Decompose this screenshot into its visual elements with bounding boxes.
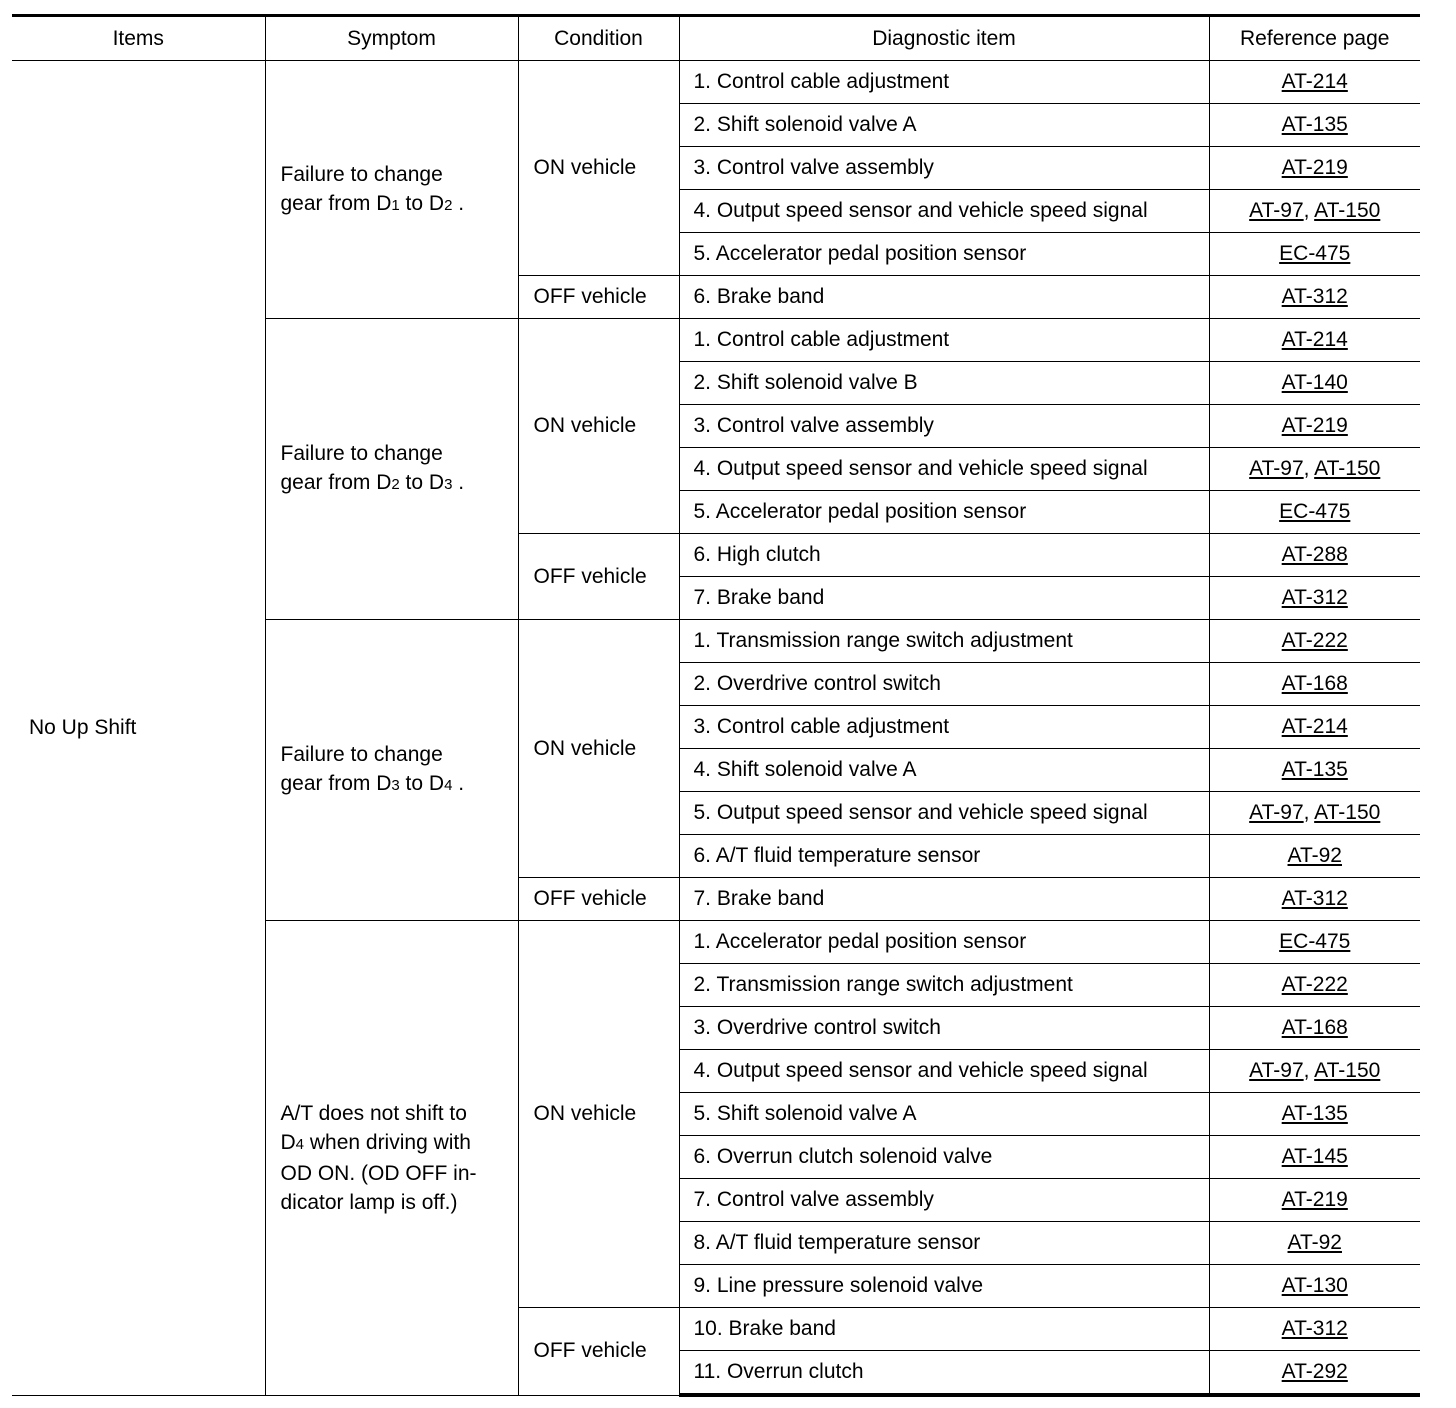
diagnostic-item-cell: 6. A/T fluid temperature sensor bbox=[679, 835, 1209, 878]
reference-page-cell bbox=[1209, 706, 1420, 749]
header-reference-page: Reference page bbox=[1209, 16, 1420, 61]
reference-link[interactable]: AT-214 bbox=[1281, 328, 1348, 351]
reference-page-cell bbox=[1209, 362, 1420, 405]
symptom-text bbox=[281, 1099, 506, 1217]
symptom-text bbox=[281, 740, 506, 800]
symptom-text-part: 3 bbox=[391, 777, 400, 794]
reference-page-cell bbox=[1209, 878, 1420, 921]
reference-link[interactable]: AT-312 bbox=[1281, 586, 1348, 609]
diagnostic-item-cell: 4. Output speed sensor and vehicle speed signal bbox=[679, 1050, 1209, 1093]
diagnostic-item-cell: 6. Brake band bbox=[679, 276, 1209, 319]
reference-link[interactable]: AT-135 bbox=[1281, 1102, 1348, 1125]
reference-link[interactable]: AT-97 bbox=[1249, 199, 1304, 222]
diagnostic-item-cell: 10. Brake band bbox=[679, 1308, 1209, 1351]
reference-page-cell bbox=[1209, 964, 1420, 1007]
symptom-text-part: when driving with OD ON. (OD OFF in-dicator lamp is off.) bbox=[280, 1130, 477, 1214]
reference-link[interactable]: AT-168 bbox=[1281, 672, 1348, 695]
reference-link[interactable]: AT-150 bbox=[1314, 199, 1381, 222]
header-items: Items bbox=[12, 16, 265, 61]
reference-link[interactable]: AT-219 bbox=[1281, 1188, 1348, 1211]
reference-link[interactable]: AT-312 bbox=[1281, 1317, 1348, 1340]
diagnostic-item-cell: 5. Shift solenoid valve A bbox=[679, 1093, 1209, 1136]
condition-cell: OFF vehicle bbox=[518, 878, 679, 921]
reference-page-cell bbox=[1209, 1136, 1420, 1179]
header-diagnostic-item: Diagnostic item bbox=[679, 16, 1209, 61]
header-condition: Condition bbox=[518, 16, 679, 61]
reference-link[interactable]: AT-150 bbox=[1314, 457, 1381, 480]
reference-page-cell bbox=[1209, 620, 1420, 663]
condition-cell: OFF vehicle bbox=[518, 1308, 679, 1396]
reference-link[interactable]: AT-97 bbox=[1249, 1059, 1304, 1082]
header-symptom: Symptom bbox=[265, 16, 518, 61]
symptom-cell bbox=[265, 319, 518, 620]
reference-link[interactable]: AT-150 bbox=[1314, 1059, 1381, 1082]
reference-page-cell bbox=[1209, 792, 1420, 835]
diagnostic-item-cell: 8. A/T fluid temperature sensor bbox=[679, 1222, 1209, 1265]
symptom-text-part: gear from D bbox=[280, 471, 392, 494]
reference-separator: , bbox=[1303, 199, 1315, 222]
symptom-text-part: . bbox=[452, 191, 465, 215]
reference-link[interactable]: AT-97 bbox=[1249, 457, 1304, 480]
diagnostic-item-cell: 1. Transmission range switch adjustment bbox=[679, 620, 1209, 663]
reference-link[interactable]: EC-475 bbox=[1279, 500, 1351, 523]
symptom-text-part: 4 bbox=[295, 1135, 305, 1153]
diagnostic-item-cell: 2. Transmission range switch adjustment bbox=[679, 964, 1209, 1007]
item-cell: No Up Shift bbox=[12, 61, 265, 1396]
diagnostic-item-cell: 5. Accelerator pedal position sensor bbox=[679, 233, 1209, 276]
reference-link[interactable]: AT-168 bbox=[1281, 1016, 1348, 1039]
reference-link[interactable]: AT-214 bbox=[1281, 715, 1348, 738]
reference-page-cell bbox=[1209, 1093, 1420, 1136]
reference-link[interactable]: AT-222 bbox=[1281, 629, 1348, 652]
reference-link[interactable]: AT-130 bbox=[1281, 1274, 1348, 1297]
reference-page-cell bbox=[1209, 405, 1420, 448]
diagnostic-item-cell: 3. Control valve assembly bbox=[679, 147, 1209, 190]
diagnostic-item-cell: 6. Overrun clutch solenoid valve bbox=[679, 1136, 1209, 1179]
symptom-text-part: 1 bbox=[391, 196, 400, 214]
reference-page-cell bbox=[1209, 319, 1420, 362]
symptom-text bbox=[281, 160, 506, 220]
condition-cell: ON vehicle bbox=[518, 61, 679, 276]
symptom-text-part: A/T does not shift to bbox=[280, 1101, 467, 1125]
diagnostic-item-cell: 5. Output speed sensor and vehicle speed signal bbox=[679, 792, 1209, 835]
diagnosis-table bbox=[12, 14, 1420, 1397]
symptom-text-part: to D bbox=[399, 191, 445, 215]
reference-link[interactable]: EC-475 bbox=[1279, 930, 1351, 953]
symptom-text-part: . bbox=[452, 471, 465, 494]
reference-link[interactable]: AT-135 bbox=[1281, 758, 1348, 781]
reference-link[interactable]: AT-92 bbox=[1287, 1231, 1342, 1254]
header-row bbox=[12, 16, 1420, 61]
reference-page-cell bbox=[1209, 921, 1420, 964]
reference-separator: , bbox=[1303, 1059, 1315, 1082]
diagnostic-item-cell: 2. Overdrive control switch bbox=[679, 663, 1209, 706]
symptom-text-part: Failure to change bbox=[280, 442, 443, 465]
reference-page-cell bbox=[1209, 448, 1420, 491]
reference-page-cell bbox=[1209, 276, 1420, 319]
reference-link[interactable]: AT-135 bbox=[1281, 113, 1348, 136]
reference-link[interactable]: AT-312 bbox=[1281, 887, 1348, 910]
reference-page-cell bbox=[1209, 61, 1420, 104]
symptom-text-part: to D bbox=[399, 772, 445, 795]
condition-cell: OFF vehicle bbox=[518, 276, 679, 319]
reference-link[interactable]: AT-140 bbox=[1281, 371, 1348, 394]
symptom-text-part: . bbox=[452, 772, 465, 795]
reference-link[interactable]: AT-150 bbox=[1314, 801, 1381, 824]
reference-page-cell bbox=[1209, 1179, 1420, 1222]
reference-page-cell bbox=[1209, 749, 1420, 792]
symptom-text-part: 2 bbox=[391, 476, 400, 493]
reference-page-cell bbox=[1209, 1007, 1420, 1050]
diagnostic-item-cell: 4. Shift solenoid valve A bbox=[679, 749, 1209, 792]
reference-page-cell bbox=[1209, 1351, 1420, 1396]
reference-page-cell bbox=[1209, 835, 1420, 878]
diagnostic-item-cell: 7. Brake band bbox=[679, 878, 1209, 921]
reference-link[interactable]: AT-97 bbox=[1249, 801, 1304, 824]
symptom-text bbox=[281, 439, 506, 499]
condition-cell: OFF vehicle bbox=[518, 534, 679, 620]
reference-link[interactable]: AT-312 bbox=[1281, 285, 1348, 308]
symptom-text-part: gear from D bbox=[280, 191, 392, 215]
diagnostic-item-cell: 1. Control cable adjustment bbox=[679, 61, 1209, 104]
diagnostic-item-cell: 2. Shift solenoid valve B bbox=[679, 362, 1209, 405]
reference-separator: , bbox=[1303, 457, 1315, 480]
diagnostic-item-cell: 3. Overdrive control switch bbox=[679, 1007, 1209, 1050]
diagnostic-item-cell: 2. Shift solenoid valve A bbox=[679, 104, 1209, 147]
diagnostic-item-cell: 7. Brake band bbox=[679, 577, 1209, 620]
diagnostic-item-cell: 1. Accelerator pedal position sensor bbox=[679, 921, 1209, 964]
reference-page-cell bbox=[1209, 104, 1420, 147]
reference-link[interactable]: AT-222 bbox=[1281, 973, 1348, 996]
symptom-text-part: 2 bbox=[444, 196, 453, 214]
reference-page-cell bbox=[1209, 534, 1420, 577]
diagnostic-item-cell: 1. Control cable adjustment bbox=[679, 319, 1209, 362]
symptom-cell bbox=[265, 921, 518, 1396]
symptom-text-part: D bbox=[280, 1130, 296, 1154]
diagnostic-item-cell: 3. Control valve assembly bbox=[679, 405, 1209, 448]
reference-page-cell bbox=[1209, 1265, 1420, 1308]
condition-cell: ON vehicle bbox=[518, 921, 679, 1308]
diagnostic-item-cell: 4. Output speed sensor and vehicle speed signal bbox=[679, 190, 1209, 233]
reference-link[interactable]: AT-92 bbox=[1287, 844, 1342, 867]
diagnostic-item-cell: 11. Overrun clutch bbox=[679, 1351, 1209, 1396]
reference-link[interactable]: AT-292 bbox=[1281, 1360, 1348, 1383]
reference-page-cell bbox=[1209, 1222, 1420, 1265]
reference-separator: , bbox=[1303, 801, 1315, 824]
symptom-text-part: Failure to change bbox=[280, 162, 443, 186]
reference-link[interactable]: EC-475 bbox=[1279, 242, 1351, 265]
diagnostic-item-cell: 6. High clutch bbox=[679, 534, 1209, 577]
symptom-text-part: to D bbox=[399, 471, 445, 494]
reference-page-cell bbox=[1209, 577, 1420, 620]
symptom-text-part: 4 bbox=[444, 777, 453, 794]
diagnostic-item-cell: 9. Line pressure solenoid valve bbox=[679, 1265, 1209, 1308]
symptom-text-part: Failure to change bbox=[280, 743, 443, 766]
reference-link[interactable]: AT-219 bbox=[1281, 156, 1348, 179]
symptom-cell bbox=[265, 620, 518, 921]
diagnostic-item-cell: 5. Accelerator pedal position sensor bbox=[679, 491, 1209, 534]
symptom-text-part: gear from D bbox=[280, 772, 392, 795]
reference-page-cell bbox=[1209, 1050, 1420, 1093]
condition-cell: ON vehicle bbox=[518, 319, 679, 534]
diagnostic-item-cell: 4. Output speed sensor and vehicle speed signal bbox=[679, 448, 1209, 491]
diagnostic-item-cell: 7. Control valve assembly bbox=[679, 1179, 1209, 1222]
reference-link[interactable]: AT-288 bbox=[1281, 543, 1348, 566]
symptom-cell bbox=[265, 61, 518, 319]
diagnostic-item-cell: 3. Control cable adjustment bbox=[679, 706, 1209, 749]
reference-link[interactable]: AT-214 bbox=[1281, 70, 1348, 93]
reference-page-cell bbox=[1209, 1308, 1420, 1351]
reference-link[interactable]: AT-145 bbox=[1281, 1145, 1348, 1168]
reference-page-cell bbox=[1209, 663, 1420, 706]
table-row bbox=[12, 61, 1420, 104]
reference-link[interactable]: AT-219 bbox=[1281, 414, 1348, 437]
table-body bbox=[12, 61, 1420, 1396]
reference-page-cell bbox=[1209, 233, 1420, 276]
symptom-text-part: 3 bbox=[444, 476, 453, 493]
reference-page-cell bbox=[1209, 190, 1420, 233]
reference-page-cell bbox=[1209, 491, 1420, 534]
reference-page-cell bbox=[1209, 147, 1420, 190]
condition-cell: ON vehicle bbox=[518, 620, 679, 878]
